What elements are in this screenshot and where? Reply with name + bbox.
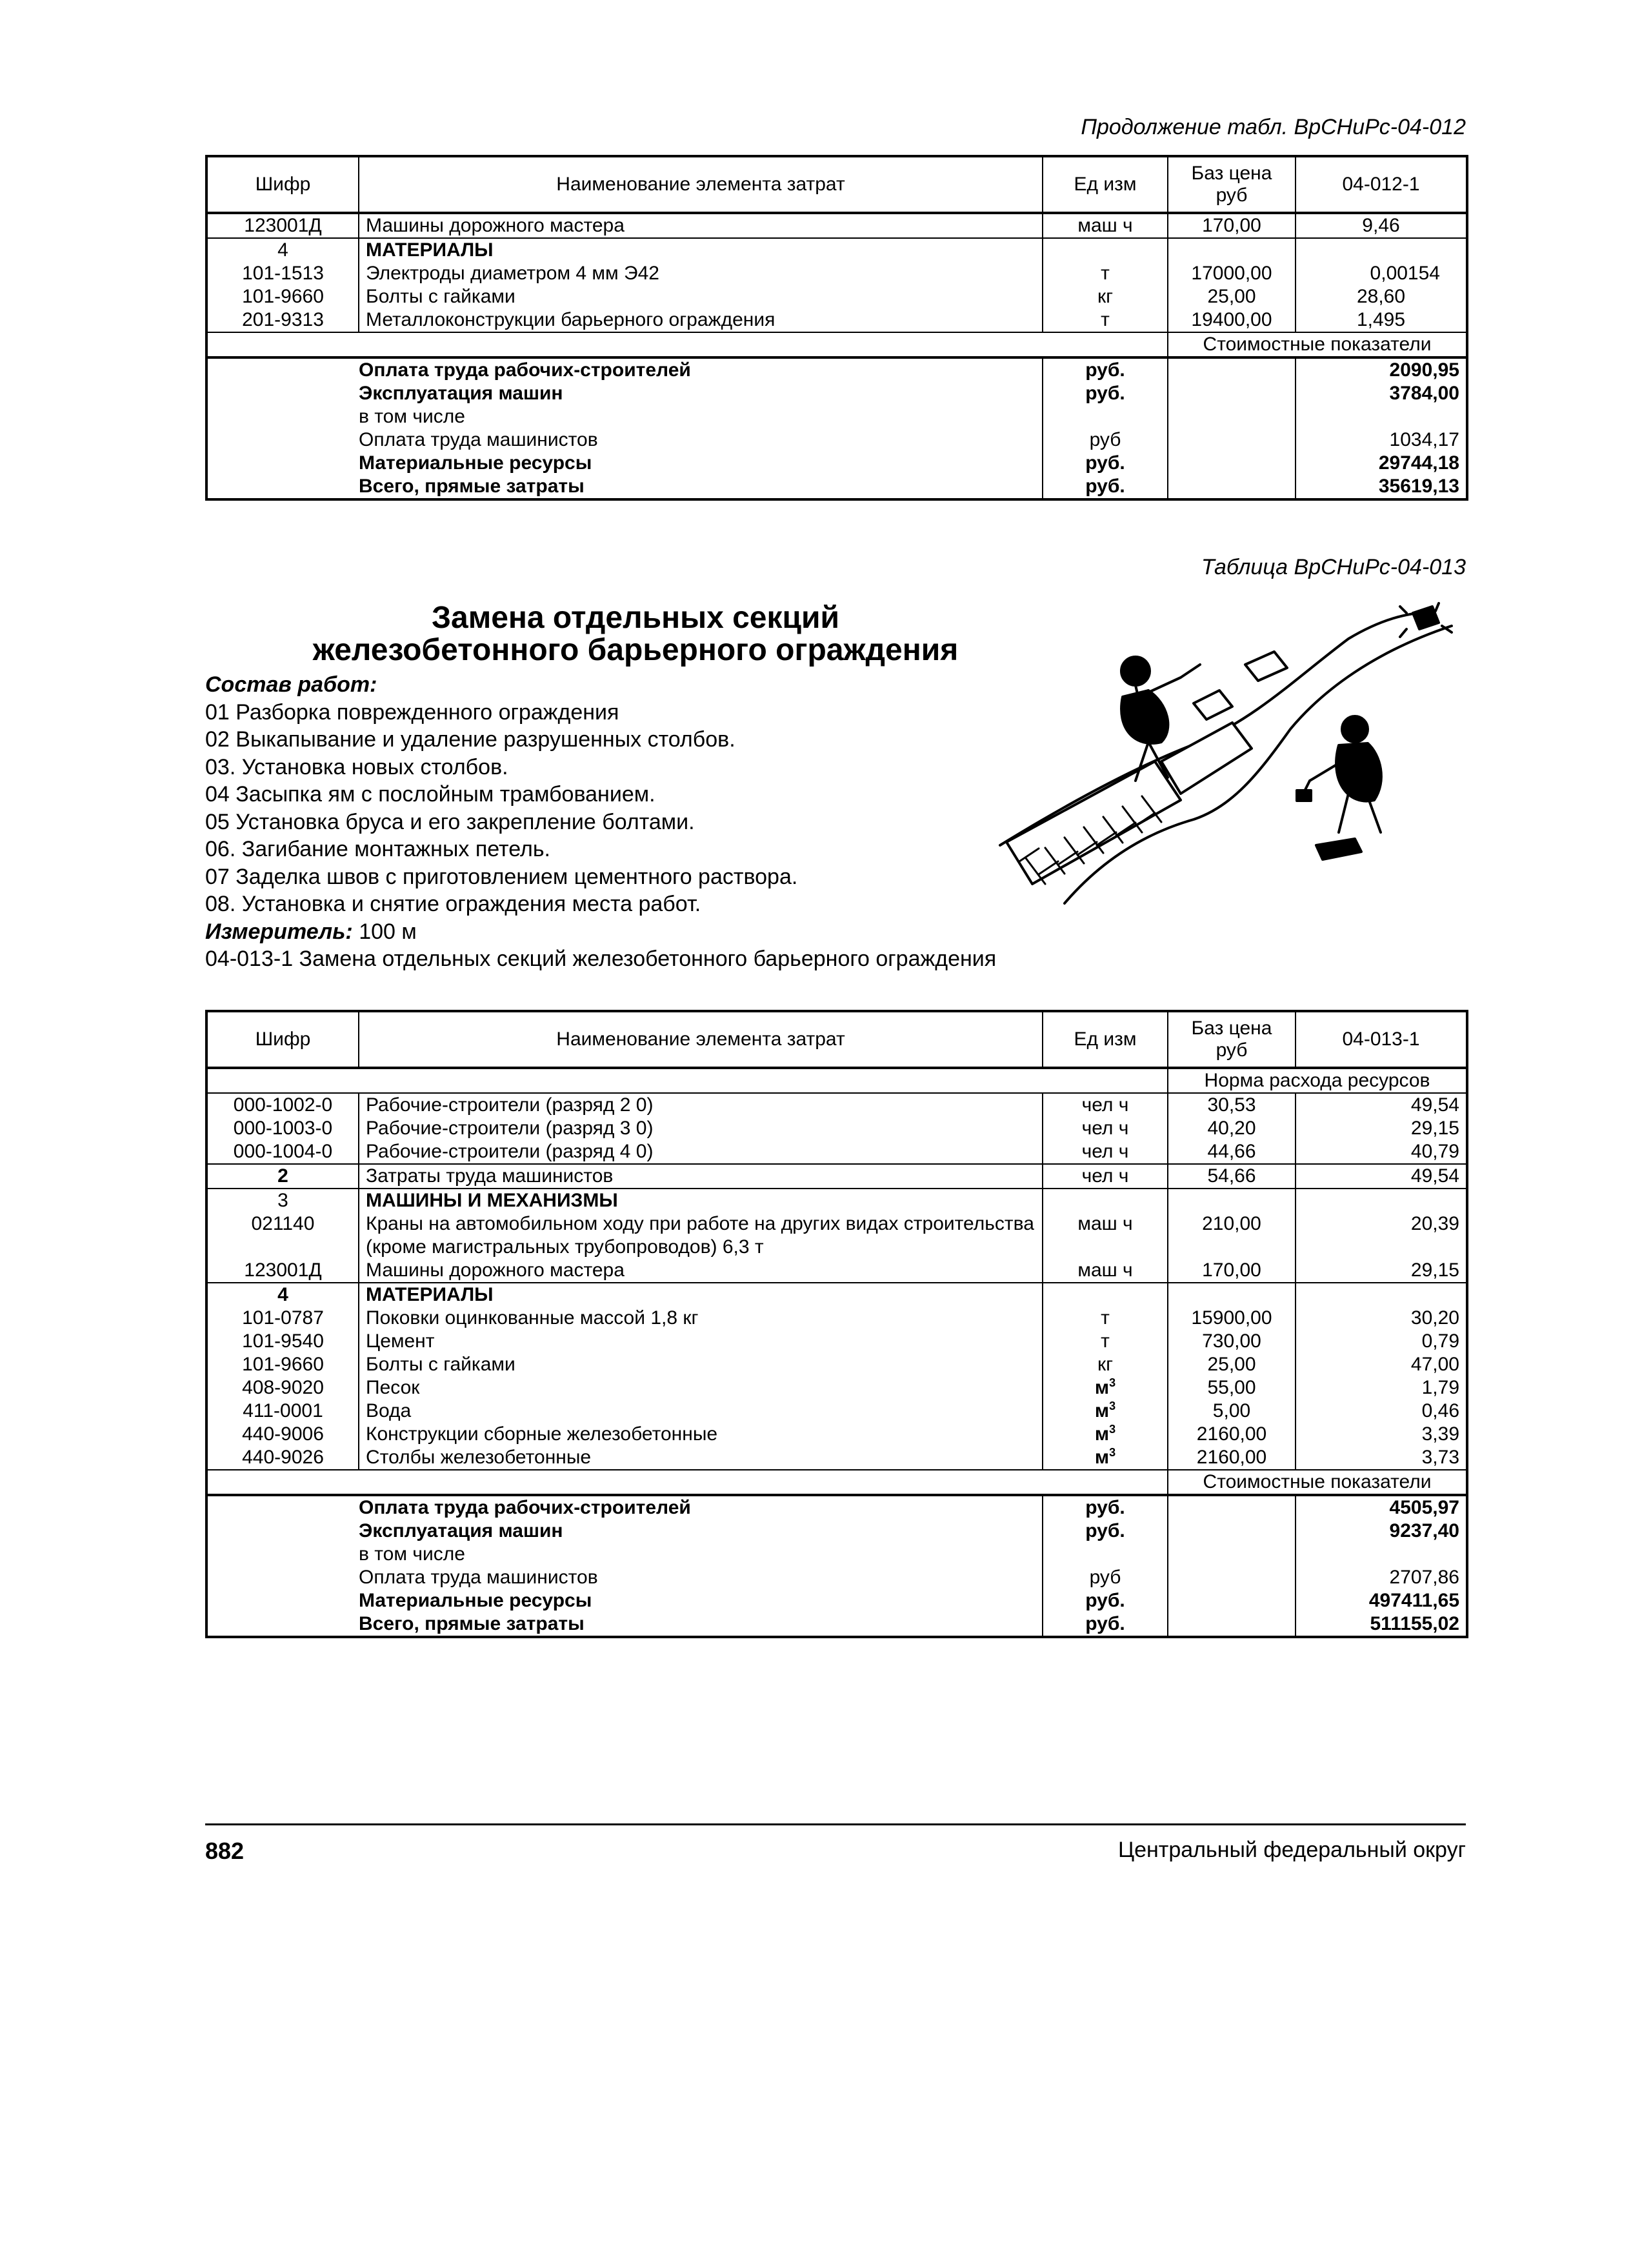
row-unit: т: [1043, 1307, 1168, 1330]
row-unit: $м^3$: [1043, 1400, 1168, 1423]
total-value: 497411,65: [1368, 1590, 1459, 1611]
row-unit: маш ч: [1043, 213, 1168, 238]
total-unit: руб.: [1043, 452, 1168, 475]
table-row: [206, 1117, 1467, 1140]
section-title: [205, 602, 1066, 667]
row-code: 000-1004-0: [206, 1140, 359, 1164]
row-value: 29,15: [1410, 1118, 1459, 1139]
row-unit: $м^3$: [1043, 1376, 1168, 1400]
totals-row: [206, 405, 1467, 428]
row-value: 0,46: [1421, 1400, 1459, 1421]
row-code: 101-9660: [206, 285, 359, 308]
row-price: 5,00: [1168, 1400, 1296, 1423]
totals-row: [206, 475, 1467, 499]
total-name: Оплата труда машинистов: [359, 428, 1043, 452]
row-unit: чел ч: [1043, 1117, 1168, 1140]
row-name: Болты с гайками: [359, 285, 1043, 308]
row-value: 20,39: [1410, 1213, 1459, 1234]
table-row: [206, 1376, 1467, 1400]
row-name: Песок: [359, 1376, 1043, 1400]
row-price: 55,00: [1168, 1376, 1296, 1400]
cost-indicators-row: [206, 1470, 1467, 1495]
workers-illustration: [987, 600, 1477, 923]
table-row: [206, 1259, 1467, 1283]
total-name: Эксплуатация машин: [359, 382, 1043, 405]
table-row: [206, 1307, 1467, 1330]
total-unit: руб: [1043, 1566, 1168, 1589]
total-value: 4505,97: [1389, 1497, 1459, 1518]
row-price: 19400,00: [1168, 308, 1296, 332]
row-price: 210,00: [1168, 1212, 1296, 1259]
cost-indicators-row: [206, 332, 1467, 357]
row-code: 101-1513: [206, 262, 359, 285]
total-unit: руб.: [1043, 475, 1168, 499]
work-item: 07 Заделка швов с приготовлением цементного раствора.: [205, 864, 798, 889]
total-value: 2090,95: [1389, 359, 1459, 381]
footer-divider: [205, 1823, 1466, 1825]
total-unit: руб.: [1043, 382, 1168, 405]
row-unit: т: [1043, 308, 1168, 332]
footer-region: Центральный федеральный округ: [1117, 1838, 1466, 1862]
row-value: 29,15: [1410, 1259, 1459, 1281]
row-code: 4: [206, 1283, 359, 1307]
row-price: 17000,00: [1168, 262, 1296, 285]
row-value: 28,60: [1356, 286, 1406, 307]
row-code: 3: [206, 1189, 359, 1212]
table-row: [206, 285, 1467, 308]
row-unit: т: [1043, 262, 1168, 285]
totals-row: [206, 1495, 1467, 1520]
norm-row: [206, 1068, 1467, 1093]
row-name: Рабочие-строители (разряд 3 0): [359, 1117, 1043, 1140]
row-unit: кг: [1043, 1353, 1168, 1376]
row-price: 30,53: [1168, 1093, 1296, 1117]
measure-line: [205, 918, 1096, 946]
row-unit: маш ч: [1043, 1259, 1168, 1283]
row-code: 101-0787: [206, 1307, 359, 1330]
table-row: [206, 1353, 1467, 1376]
row-code: 408-9020: [206, 1376, 359, 1400]
row-price: 54,66: [1168, 1164, 1296, 1189]
total-name: Материальные ресурсы: [359, 1589, 1043, 1612]
row-value: 49,54: [1410, 1094, 1459, 1116]
table-row: [206, 1283, 1467, 1307]
total-name: Эксплуатация машин: [359, 1520, 1043, 1543]
row-name: Конструкции сборные железобетонные: [359, 1423, 1043, 1446]
header-id: 04-013-1: [1296, 1011, 1467, 1068]
total-name: Оплата труда машинистов: [359, 1566, 1043, 1589]
totals-row: [206, 357, 1467, 382]
row-name: Машины дорожного мастера: [359, 213, 1043, 238]
measure-label: Измеритель:: [205, 919, 353, 944]
total-name: Всего, прямые затраты: [359, 1612, 1043, 1637]
row-code: 2: [206, 1164, 359, 1189]
row-value: 3,73: [1421, 1447, 1459, 1468]
cost-indicators-label: Стоимостные показатели: [1203, 1471, 1432, 1492]
row-price: 15900,00: [1168, 1307, 1296, 1330]
header-price: Баз цена руб: [1168, 1011, 1296, 1068]
table-row: [206, 1164, 1467, 1189]
table-row: [206, 1446, 1467, 1470]
row-unit: чел ч: [1043, 1093, 1168, 1117]
total-name: в том числе: [359, 1543, 1043, 1566]
row-price: 44,66: [1168, 1140, 1296, 1164]
row-code: 123001Д: [206, 213, 359, 238]
row-name: Рабочие-строители (разряд 2 0): [359, 1093, 1043, 1117]
total-unit: руб: [1043, 428, 1168, 452]
total-name: в том числе: [359, 405, 1043, 428]
section-title-line-2: железобетонного барьерного ограждения: [312, 633, 959, 667]
table-header-row: [206, 1011, 1467, 1068]
total-value: 2707,86: [1389, 1567, 1459, 1588]
row-code: 101-9540: [206, 1330, 359, 1353]
row-name: Поковки оцинкованные массой 1,8 кг: [359, 1307, 1043, 1330]
row-value: 1,79: [1421, 1377, 1459, 1398]
row-value: 9,46: [1362, 215, 1400, 236]
work-item: 02 Выкапывание и удаление разрушенных столбов.: [205, 727, 735, 752]
row-name: Столбы железобетонные: [359, 1446, 1043, 1470]
measure-value: 100 м: [359, 919, 417, 944]
row-value: 0,00154: [1370, 263, 1440, 284]
table-row: [206, 1423, 1467, 1446]
table-row: [206, 238, 1467, 262]
table-row: [206, 1093, 1467, 1117]
section-title-line-1: Замена отдельных секций: [431, 601, 840, 635]
row-name: Затраты труда машинистов: [359, 1164, 1043, 1189]
row-price: 2160,00: [1168, 1423, 1296, 1446]
row-name: Металлоконструкции барьерного ограждения: [359, 308, 1043, 332]
table-row: [206, 1189, 1467, 1212]
row-unit: т: [1043, 1330, 1168, 1353]
total-unit: руб.: [1043, 1589, 1168, 1612]
total-value: 511155,02: [1370, 1613, 1459, 1634]
row-value: 3,39: [1421, 1423, 1459, 1445]
cost-table-04-013-1: [205, 1010, 1468, 1638]
row-code: 021140: [206, 1212, 359, 1259]
norm-label: Норма расхода ресурсов: [1204, 1070, 1430, 1091]
total-name: Оплата труда рабочих-строителей: [359, 1495, 1043, 1520]
total-unit: руб.: [1043, 357, 1168, 382]
row-code: 440-9026: [206, 1446, 359, 1470]
row-unit: чел ч: [1043, 1140, 1168, 1164]
header-id: 04-012-1: [1296, 156, 1467, 213]
table-continuation-caption: Продолжение табл. ВрСНиРс-04-012: [1081, 115, 1466, 139]
work-item: 03. Установка новых столбов.: [205, 754, 508, 779]
header-unit: Ед изм: [1043, 1011, 1168, 1068]
total-name: Оплата труда рабочих-строителей: [359, 357, 1043, 382]
header-code: Шифр: [206, 1011, 359, 1068]
table-header-row: [206, 156, 1467, 213]
totals-row: [206, 1612, 1467, 1637]
total-value: 35619,13: [1378, 476, 1459, 497]
cost-table-04-012-1: [205, 155, 1468, 501]
row-price: 730,00: [1168, 1330, 1296, 1353]
table-row: [206, 1400, 1467, 1423]
row-unit: $м^3$: [1043, 1446, 1168, 1470]
totals-row: [206, 428, 1467, 452]
row-unit: кг: [1043, 285, 1168, 308]
page-number: 882: [205, 1838, 245, 1864]
header-code: Шифр: [206, 156, 359, 213]
row-unit: маш ч: [1043, 1212, 1168, 1259]
table-row: [206, 1330, 1467, 1353]
row-value: 40,79: [1410, 1141, 1459, 1162]
row-price: 170,00: [1168, 213, 1296, 238]
section-heading: МАТЕРИАЛЫ: [359, 1283, 1043, 1307]
table-row: [206, 262, 1467, 285]
row-code: 440-9006: [206, 1423, 359, 1446]
section-heading: МАШИНЫ И МЕХАНИЗМЫ: [359, 1189, 1043, 1212]
work-item: 04 Засыпка ям с послойным трамбованием.: [205, 782, 655, 807]
row-code: 000-1002-0: [206, 1093, 359, 1117]
row-code: 123001Д: [206, 1259, 359, 1283]
header-unit: Ед изм: [1043, 156, 1168, 213]
table-row: [206, 308, 1467, 332]
row-name: Краны на автомобильном ходу при работе на других видах строительства (кроме магистральных трубопроводов) 6,3 т: [359, 1212, 1043, 1259]
total-value: 9237,40: [1389, 1520, 1459, 1541]
total-value: 1034,17: [1389, 429, 1459, 450]
table-subtitle: 04-013-1 Замена отдельных секций железобетонного барьерного ограждения: [205, 947, 997, 971]
work-heading: Состав работ:: [205, 672, 377, 697]
row-price: 2160,00: [1168, 1446, 1296, 1470]
row-unit: чел ч: [1043, 1164, 1168, 1189]
work-item: 05 Установка бруса и его закрепление болтами.: [205, 809, 695, 834]
total-name: Всего, прямые затраты: [359, 475, 1043, 499]
row-value: 30,20: [1410, 1307, 1459, 1329]
totals-row: [206, 1566, 1467, 1589]
row-name: Электроды диаметром 4 мм Э42: [359, 262, 1043, 285]
totals-row: [206, 1520, 1467, 1543]
row-price: 25,00: [1168, 1353, 1296, 1376]
totals-row: [206, 452, 1467, 475]
row-code: 4: [206, 238, 359, 262]
section-heading: МАТЕРИАЛЫ: [359, 238, 1043, 262]
header-name: Наименование элемента затрат: [359, 1011, 1043, 1068]
row-value: 49,54: [1410, 1165, 1459, 1187]
totals-row: [206, 1543, 1467, 1566]
totals-row: [206, 382, 1467, 405]
table-row: [206, 213, 1467, 238]
total-value: 29744,18: [1378, 452, 1459, 474]
row-price: 25,00: [1168, 285, 1296, 308]
work-composition: [205, 671, 1096, 973]
row-name: Цемент: [359, 1330, 1043, 1353]
cost-indicators-label: Стоимостные показатели: [1203, 334, 1432, 355]
row-value: 0,79: [1421, 1330, 1459, 1352]
total-value: 3784,00: [1389, 383, 1459, 404]
work-item: 01 Разборка поврежденного ограждения: [205, 699, 619, 725]
table-row: [206, 1212, 1467, 1259]
row-name: Болты с гайками: [359, 1353, 1043, 1376]
total-unit: руб.: [1043, 1612, 1168, 1637]
totals-row: [206, 1589, 1467, 1612]
row-price: 170,00: [1168, 1259, 1296, 1283]
table-row: [206, 1140, 1467, 1164]
row-value: 47,00: [1410, 1354, 1459, 1375]
total-unit: руб.: [1043, 1520, 1168, 1543]
total-unit: руб.: [1043, 1495, 1168, 1520]
row-price: 40,20: [1168, 1117, 1296, 1140]
row-unit: $м^3$: [1043, 1423, 1168, 1446]
work-item: 08. Установка и снятие ограждения места работ.: [205, 892, 701, 916]
row-code: 201-9313: [206, 308, 359, 332]
table-caption: Таблица ВрСНиРс-04-013: [1201, 555, 1466, 579]
work-item: 06. Загибание монтажных петель.: [205, 837, 551, 861]
row-code: 101-9660: [206, 1353, 359, 1376]
row-name: Машины дорожного мастера: [359, 1259, 1043, 1283]
total-name: Материальные ресурсы: [359, 452, 1043, 475]
header-name: Наименование элемента затрат: [359, 156, 1043, 213]
row-value: 1,495: [1356, 309, 1406, 330]
row-name: Рабочие-строители (разряд 4 0): [359, 1140, 1043, 1164]
header-price: Баз цена руб: [1168, 156, 1296, 213]
row-name: Вода: [359, 1400, 1043, 1423]
row-code: 000-1003-0: [206, 1117, 359, 1140]
row-code: 411-0001: [206, 1400, 359, 1423]
